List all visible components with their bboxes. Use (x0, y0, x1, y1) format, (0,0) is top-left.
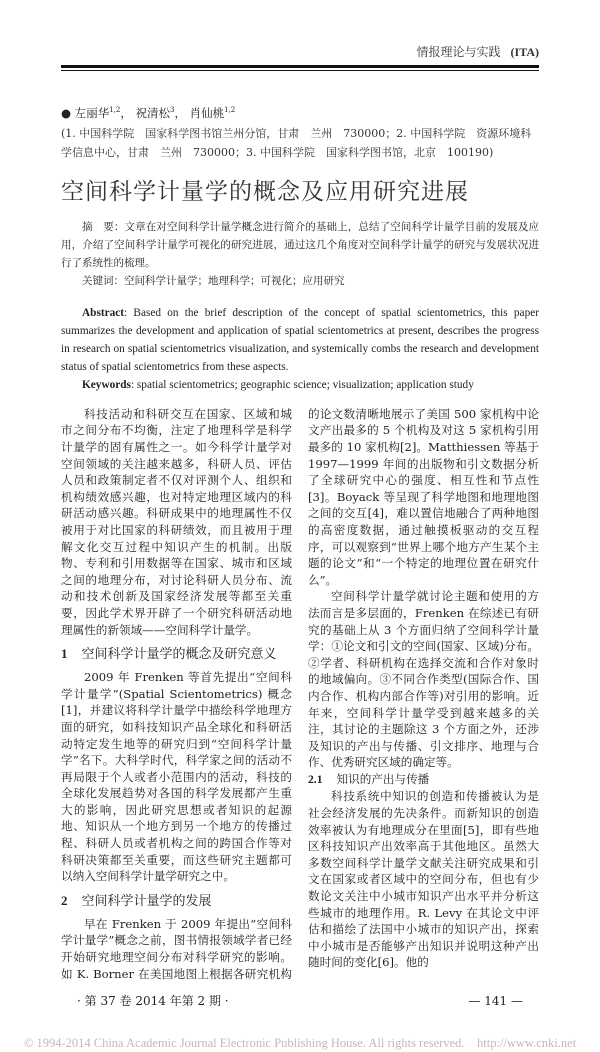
section-number: 2.1 (308, 772, 323, 786)
author-name: 祝清松 (135, 105, 170, 120)
author-name: 左丽华 (74, 105, 110, 120)
author-list (61, 101, 539, 122)
section-number: 2 (61, 892, 68, 908)
keywords-text: 空间科学计量学；地理科学；可视化；应用研究 (124, 274, 345, 287)
subsection-heading (308, 771, 539, 789)
bullet-icon: ● (61, 105, 72, 120)
abstract-label: Abstract (82, 306, 125, 319)
journal-header (61, 44, 539, 60)
copyright-watermark: © 1994-2014 China Academic Journal Electronic Publishing House. All rights reserved. http://www.cnki.net (23, 1036, 577, 1051)
abstract-text: 文章在对空间科学计量学概念进行简介的基础上，总结了空间科学计量学目前的发展及应用，介绍了空间科学计量学可视化的研究进展，通过这几个角度对空间科学计量学的研究与发展状况进行了系统性的梳理。 (61, 220, 540, 269)
journal-page (61, 0, 539, 1020)
section-heading-1 (61, 645, 292, 664)
english-abstract-block (61, 304, 539, 394)
abstract-text: : Based on the brief description of the concept of spatial scientometrics, this paper summarizes the development and application of spatial scientometrics at present, describes the progress in research on spatial scientometrics visualization, and systemically combs the research and development status of spatial scientometrics from these aspects. (61, 306, 539, 373)
author-name: 肖仙桃 (189, 105, 225, 120)
author (75, 106, 121, 120)
header-rule-thick (61, 65, 539, 68)
section-heading-2 (61, 892, 292, 911)
abstract-zh (61, 218, 539, 272)
chinese-abstract-block (61, 218, 539, 290)
section-title: 知识的产出与传播 (336, 771, 430, 786)
separator: ， (120, 105, 132, 120)
header-rule-thin (61, 70, 539, 71)
abstract-en (61, 304, 539, 376)
issue-info: · 第 37 卷 2014 年第 2 期 · (77, 994, 229, 1009)
paragraph: 科技系统中知识的创造和传播被认为是社会经济发展的先决条件。而新知识的创造效率被认为有地理成分在里面[5]，即有些地区科技知识产出效率高于其他地区。虽然大多数空间科学计量学文献关注研究成果和引文在国家或者区域中的空间分布，但也有少数论文关注中小城市知识产出水平并分析这些城市的地理作用。R. Levy 在其论文中评估和描绘了法国中小城市的知识产出，探索中小城市是否能够产出知识并说明这种产出随时间的变化[6]。他的 (308, 789, 539, 970)
separator: ， (174, 105, 186, 120)
paragraph: 早在 Frenken 于 2009 年提出“空间科学计量学”概念之前，图书情报领域学者已经开始研究地理空间分布对科学研究的影响。如 K. Borner 在美国地图上根据各研究机构的论文数清晰地展示了美国 500 家机构中论文产出最多的 5 个机构及对这 5 家机构引用最多的 10 家机构[2]。Matthiessen 等基于 1997—1999 年间的出版物和引文数据分析了全球研究中心的强度、相互性和节点性[3]。Boyack 等呈现了科学地图和地理地图之间的交互[4]，难以置信地融合了两种地图的高密度数据，通过触摸板驱动的交互程序，可以观察到“世界上哪个地方产生某个主题的论文”和“一个特定的地理位置在研究什么”。 (61, 406, 539, 981)
keywords-zh (61, 272, 539, 290)
author-sup: 1,2 (224, 106, 236, 114)
affiliations: (1. 中国科学院 国家科学图书馆兰州分馆，甘肃 兰州 730000；2. 中国科学院 资源环境科学信息中心，甘肃 兰州 730000；3. 中国科学院 国家科学图书馆，北京 100190) (61, 126, 532, 159)
two-column-body (61, 406, 539, 982)
author-sup: 3 (170, 106, 175, 114)
article-title: 空间科学计量学的概念及应用研究进展 (61, 178, 469, 205)
keywords-label: Keywords (82, 378, 131, 391)
keywords-en (61, 376, 539, 394)
journal-name: 情报理论与实践 (416, 45, 501, 59)
author-sup: 1,2 (109, 106, 121, 114)
author (190, 106, 236, 120)
page-footer (61, 992, 539, 1010)
keywords-label: 关键词： (82, 274, 124, 287)
abstract-label: 摘 要： (82, 220, 125, 233)
paragraph: 2009 年 Frenken 等首先提出“空间科学计量学”(Spatial Scientometrics) 概念[1]，并建议将科学计量学中描绘科学地理方面的研究，如科技知识产品全球化和科研活动特定发生地等的研究归到“空间科学计量学”名下。大科学时代，科学家之间的活动不再局限于个人或者小范围内的活动，科技的全球化发展趋势对各国的科学发展都产生重大的影响，因此研究思想或者知识的起源地、知识从一个地方到另一个地方的传播过程、科研人员或者机构之间的跨国合作等对科研决策都至关重要，而这些研究主题都可以纳入空间科学计量学研究之中。 (61, 670, 292, 884)
paragraph: 科技活动和科研交互在国家、区域和城市之间分布不均衡，注定了地理科学是科学计量学的固有属性之一。如今科学计量学对空间领域的关注越来越多，科研人员、评估人员和政策制定者不仅对评测个人、组织和机构绩效感兴趣，也对特定地理区域内的科研活动感兴趣。科研成果中的地理属性不仅被用于对比国家的科研绩效，而且被用于理解文化交互过程中知识产生的机制。出版物、专利和引用数据等在国家、城市和区域之间的地理分布，对讨论科研人员分布、流动和技术创新及国家经济发展等都至关重要，因此学术界开辟了一个研究科研活动地理属性的新领域——空间科学计量学。 (61, 406, 292, 637)
author (136, 106, 175, 120)
section-number: 1 (61, 646, 68, 662)
section-title: 空间科学计量学的发展 (81, 893, 212, 909)
page-number: — 141 — (468, 994, 523, 1009)
paragraph: 空间科学计量学就讨论主题和使用的方法而言是多层面的，Frenken 在综述已有研究的基础上从 3 个方面归纳了空间科学计量学：①论文和引文的空间(国家、区域)分布。②学者、科研机构在选择交流和合作对象时的地域偏向。③不同合作类型(国际合作、国内合作、机构内部合作等)对引用的影响。近年来，空间科学计量学受到越来越多的关注，其讨论的主题除这 3 个方面之外，还涉及知识的产出与传播、引文排序、地理与合作、优秀研究区域的确定等。 (308, 589, 539, 770)
section-title: 空间科学计量学的概念及研究意义 (81, 647, 277, 663)
keywords-text: : spatial scientometrics; geographic science; visualization; application study (130, 378, 474, 391)
journal-abbr: (ITA) (510, 45, 539, 59)
